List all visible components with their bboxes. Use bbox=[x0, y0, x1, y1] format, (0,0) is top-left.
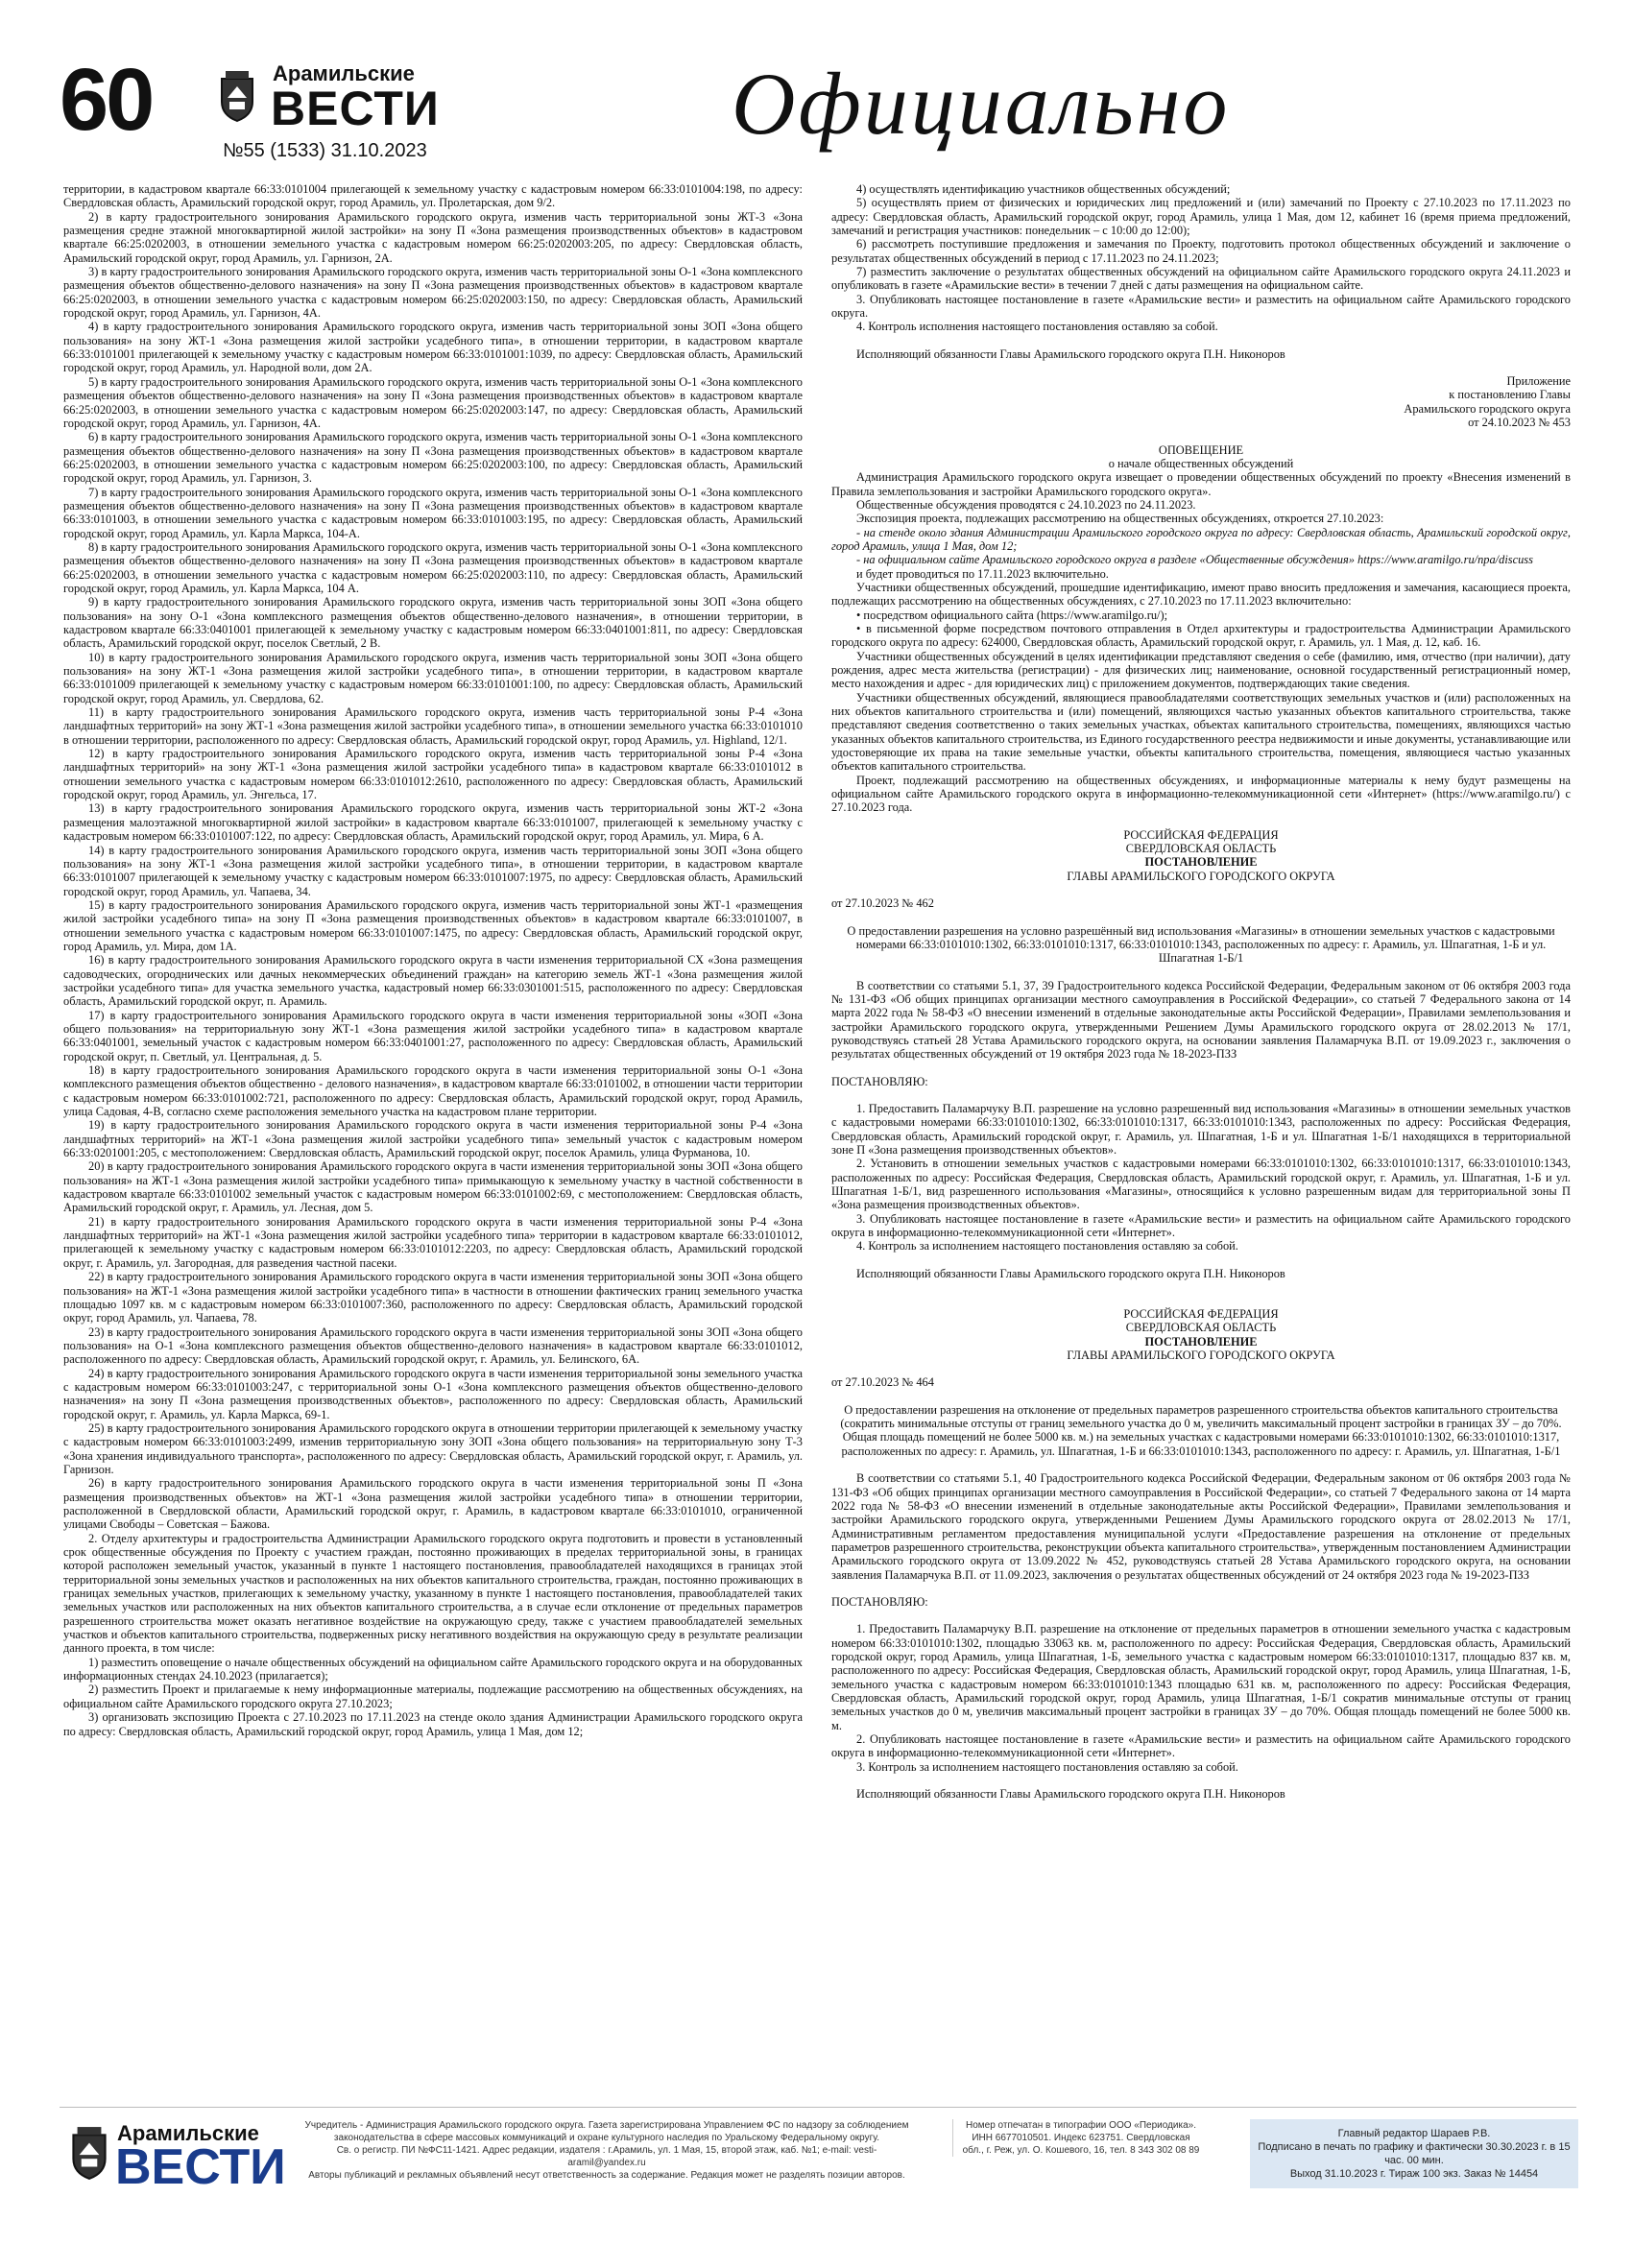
decree-subject: О предоставлении разрешения на отклонение от предельных параметров разрешенного строительства объектов капитального строительства (сократить минимальные отступы от границ земельного участка до 0 м, увеличить максимальный процент застройки в границах ЗУ – до 70%. Общая площадь помещений не более 5000 кв. м.) на земельных участках с кадастровыми номерами 66:33:0101010:1302, 66:33:0101010:1317, расположенных по адресу: г. Арамиль, ул. Шпагатная, 1-Б и 66:33:0101010:1343, расположенного по адресу: г. Арамиль, ул. Шпагатная, 1-Б/1 bbox=[840, 1402, 1562, 1458]
footer-editor: Главный редактор Шараев Р.В. bbox=[1337, 2128, 1491, 2139]
brand-title: ВЕСТИ bbox=[271, 82, 440, 135]
brand-small: Арамильские bbox=[273, 61, 415, 85]
page-number: 60 bbox=[60, 51, 153, 149]
paragraph: 4. Контроль исполнения настоящего постановления оставляю за собой. bbox=[856, 320, 1218, 334]
coat-of-arms-icon bbox=[69, 2125, 109, 2181]
decree-head: ГЛАВЫ АРАМИЛЬСКОГО ГОРОДСКОГО ОКРУГА bbox=[1067, 869, 1335, 883]
right-column bbox=[831, 182, 1571, 2088]
paragraph: 2) в карту градостроительного зонирования Арамильского городского округа, изменив часть территориальной зоны ЖТ-3 «Зона размещения средне этажной многоквартирной жилой застройки» на зону П «Зона размещения производственных объектов» в кадастровом квартале 66:25:0202003, в отношении земельного участка с кадастровым номером 66:25:0202003:205, по адресу: Свердловская область, Арамильский городской округ, город Арамиль, ул. Гарнизон, 2А. bbox=[63, 209, 803, 265]
resolve-label: ПОСТАНОВЛЯЮ: bbox=[831, 1594, 928, 1609]
decree-subject: О предоставлении разрешения на условно разрешённый вид использования «Магазины» в отношении земельных участков с кадастровыми номерами 66:33:0101010:1302, 66:33:0101010:1317, 66:33:0101010:1343, расположенных по адресу: г. Арамиль, ул. Шпагатная, 1-Б и ул. Шпагатная 1-Б/1 bbox=[847, 923, 1555, 966]
paragraph: территории, в кадастровом квартале 66:33:0101004 прилегающей к земельному участку с кадастровым номером 66:33:0101004:198, по адресу: Свердловская область, Арамильский городской округ, город Арамиль, ул. Пролетарская, дом 9/2. bbox=[63, 182, 803, 210]
paragraph: 26) в карту градостроительного зонирования Арамильского городского округа в части изменения территориальной зоны П «Зона размещения производственных объектов» на ЖТ-1 «Зона размещения жилой застройки усадебного типа» в отношении территории, расположенной в Свердловской области, Арамильский городской округ, г. Арамиль, в кадастровом квартале 66:33:0101010, ограниченной улицами Свободы – Советская – Бажова. bbox=[63, 1476, 803, 1532]
decree-head: ПОСТАНОВЛЕНИЕ bbox=[1144, 855, 1258, 870]
notice-title: ОПОВЕЩЕНИЕ bbox=[1158, 442, 1244, 457]
paragraph: 2. Отделу архитектуры и градостроительства Администрации Арамильского городского округа подготовить и провести в установленный срок общественные обсуждения по Проекту с участием граждан, постоянно проживающих в пределах территориальной зоны, в границах которой расположен земельный участок, указанный в пункте 1 настоящего постановления, правообладателей находящихся в границах этой территориальной зоны земельных участков и расположенных на них объектов капитального строительства, граждан, постоянно проживающих в границах земельных участков, прилегающих к земельному участку, указанному в пункте 1 настоящего постановления, правообладателей таких земельных участков или расположенных на них объектов капитального строительства, а в случае если отклонение от предельных параметров разрешенного строительства может оказать негативное воздействие на окружающую среду, также с участием правообладателей земельных участков и объектов капитального строительства, подверженных риску негативного воздействия на окружающую среду в результате реализации данного проекта, в том числе: bbox=[63, 1531, 803, 1656]
paragraph: Экспозиция проекта, подлежащих рассмотрению на общественных обсуждениях, откроется 27.10.2023: bbox=[856, 512, 1384, 526]
paragraph: 5) осуществлять прием от физических и юридических лиц предложений и (или) замечаний по Проекту с 27.10.2023 по 17.11.2023 по адресу: Свердловская область, Арамильский городской округ, город Арамиль, улица 1 Мая, дом 12, кабинет 16 (время приема предложений, замечаний и регистрация участников: понедельник – с 10:00 до 12:00); bbox=[831, 196, 1571, 238]
paragraph: 14) в карту градостроительного зонирования Арамильского городского округа, изменив часть территориальной зоны ЗОП «Зона общего пользования» на зону ЖТ-1 «Зона размещения жилой застройки усадебного типа», в отношении территории, в кадастровом квартале 66:33:0101007 прилегающей к земельному участку с кадастровым номером 66:33:0101007:1975, по адресу: Свердловская область, Арамильский городской округ, город Арамиль, ул. Чапаева, 34. bbox=[63, 843, 803, 898]
issue-number: №55 (1533) 31.10.2023 bbox=[223, 140, 427, 161]
paragraph: - на официальном сайте Арамильского городского округа в разделе «Общественные обсуждения» https://www.aramilgo.ru/npa/discuss bbox=[856, 553, 1533, 567]
paragraph: Проект, подлежащий рассмотрению на общественных обсуждениях, и информационные материалы к нему будут размещены на официальном сайте Арамильского городского округа в информационно-телекоммуникационной сети «Интернет» (https://www.aramilgo.ru/) с 27.10.2023 года. bbox=[831, 773, 1571, 815]
paragraph: 22) в карту градостроительного зонирования Арамильского городского округа в части изменения территориальной зоны ЗОП «Зона общего пользования» на ЖТ-1 «Зона размещения жилой застройки усадебного типа» в частности в отношении фактических границ земельного участка площадью 1097 кв. м с кадастровым номером 66:33:0101007:360, расположенного по адресу: Свердловская область, Арамильский городской округ, город Арамиль, ул. Чапаева, 78. bbox=[63, 1270, 803, 1325]
appendix-line: Арамильского городского округа bbox=[1404, 401, 1571, 416]
paragraph: 6) рассмотреть поступившие предложения и замечания по Проекту, подготовить протокол общественных обсуждений и заключение о результатах общественных обсуждений в период с 17.11.2023 по 24.11.2023; bbox=[831, 237, 1571, 265]
resolve-label: ПОСТАНОВЛЯЮ: bbox=[831, 1074, 928, 1088]
coat-of-arms-icon bbox=[218, 69, 256, 123]
page-header bbox=[60, 51, 1596, 171]
appendix-line: Приложение bbox=[1506, 374, 1571, 389]
paragraph: В соответствии со статьями 5.1, 37, 39 Градостроительного кодекса Российской Федерации, Федеральным законом от 06 октября 2003 года № 131-ФЗ «Об общих принципах организации местного самоуправления в Российской Федерации», со статьей 7 Федерального закона от 14 марта 2022 года № 58-ФЗ «О внесении изменений в отдельные законодательные акты Российской Федерации», Правилами землепользования и застройки Арамильского городского округа, утвержденными Решением Думы Арамильского городского округа от 28.02.2013 № 17/1, руководствуясь статьей 28 Устава Арамильского городского округа, на основании заявления Паламарчука В.П. от 19.09.2023 г., заключения о результатах общественных обсуждений от 19 октября 2023 года № 18-2023-ПЗЗ bbox=[831, 978, 1571, 1062]
paragraph: - на стенде около здания Администрации Арамильского городского округа по адресу: Свердловская область, Арамильский городской округ, город Арамиль, улица 1 Мая, дом 12; bbox=[831, 525, 1571, 553]
paragraph: 4. Контроль за исполнением настоящего постановления оставляю за собой. bbox=[856, 1239, 1238, 1253]
page-footer bbox=[60, 2107, 1576, 2204]
paragraph: 1) разместить оповещение о начале общественных обсуждений на официальном сайте Арамильского городского округа и на оборудованных информационных стендах 24.10.2023 (прилагается); bbox=[63, 1655, 803, 1683]
footer-circulation: Выход 31.10.2023 г. Тираж 100 экз. Заказ № 14454 bbox=[1289, 2168, 1539, 2180]
paragraph: 21) в карту градостроительного зонирования Арамильского городского округа в части изменения территориальной зоны Р-4 «Зона ландшафтных территорий» на ЖТ-1 «Зона размещения жилой застройки усадебного типа» территории в кадастровом квартале 66:33:0101012, прилегающей к земельному участку с кадастровым номером 66:33:0101012:2203, по адресу: Свердловская область, Арамильский городской округ, г. Арамиль, ул. Загородная, для разведения частной пасеки. bbox=[63, 1214, 803, 1270]
signature: Исполняющий обязанности Главы Арамильского городского округа П.Н. Никоноров bbox=[856, 1787, 1285, 1802]
paragraph: 11) в карту градостроительного зонирования Арамильского городского округа, изменив часть территориальной зоны Р-4 «Зона ландшафтных территорий» на зону ЖТ-1 «Зона размещения жилой застройки усадебного типа», в отношении земельного участка 66:33:0101010 в отношении территории, расположенного по адресу: Свердловская область, Арамильский городской округ, город Арамиль, ул. Highland, 12/1. bbox=[63, 705, 803, 747]
footer-imprint bbox=[300, 2119, 914, 2182]
paragraph: Участники общественных обсуждений в целях идентификации представляют сведения о себе (фамилию, имя, отчество (при наличии), дату рождения, адрес места жительства (регистрации) - для физических лиц; наименование, основной государственный регистрационный номер, место нахождения и адрес - для юридических лиц) с приложением документов, подтверждающих такие сведения. bbox=[831, 649, 1571, 691]
decree-date: от 27.10.2023 № 464 bbox=[831, 1375, 934, 1390]
paragraph: 25) в карту градостроительного зонирования Арамильского городского округа в отношении территории прилегающей к земельному участку с кадастровым номером 66:33:0101003:2499, изменив территориальную зону ЗОП «Зона общего пользования» на территориальную зону Т-3 «Зона хранения индивидуального транспорта», расположенного по адресу: Свердловская область, Арамильский городской округ, г. Арамиль, ул. Гарнизон. bbox=[63, 1420, 803, 1476]
paragraph: Участники общественных обсуждений, прошедшие идентификацию, имеют право вносить предложения и замечания, касающиеся проекта, подлежащих рассмотрению на общественных обсуждениях, с 27.10.2023 по 17.11.2023 включительно: bbox=[831, 580, 1571, 609]
paragraph: 8) в карту градостроительного зонирования Арамильского городского округа, изменив часть территориальной зоны О-1 «Зона комплексного размещения объектов общественно-делового назначения» на зону П «Зона размещения производственных объектов» в кадастровом квартале 66:25:0202003, в отношении земельного участка с кадастровым номером 66:25:0202003:110, по адресу: Свердловская область, Арамильский городской округ, город Арамиль, ул. Карла Маркса, 104 А. bbox=[63, 539, 803, 595]
paragraph: 23) в карту градостроительного зонирования Арамильского городского округа в части изменения территориальной зоны ЗОП «Зона общего пользования» на О-1 «Зона комплексного размещения объектов общественно-делового назначения» в кадастровом квартале 66:33:0101012, расположенного по адресу: Свердловская область, Арамильский городской округ, г. Арамиль, ул. Белинского, 6А. bbox=[63, 1325, 803, 1367]
appendix-line: к постановлению Главы bbox=[1449, 388, 1571, 402]
paragraph: 20) в карту градостроительного зонирования Арамильского городского округа в части изменения территориальной зоны ЗОП «Зона общего пользования» на ЖТ-1 «Зона размещения жилой застройки усадебного типа» примыкающую к земельному участку в частной собственности в кадастровом квартале 66:33:0101002 земельный участок с кадастровым номером 66:33:0101002:69, с местоположением: Свердловская область, Арамильский городской округ, г. Арамиль, ул. Лесная, дом 5. bbox=[63, 1159, 803, 1215]
paragraph: 19) в карту градостроительного зонирования Арамильского городского округа в части изменения территориальной зоны Р-4 «Зона ландшафтных территорий» на ЖТ-1 «Зона размещения жилой застройки усадебного типа» земельный участок с кадастровым номером 66:33:0201001:205, с местоположением: Свердловская область, Арамильский городской округ, поселок Арамиль, улица Фурманова, 10. bbox=[63, 1118, 803, 1160]
paragraph: 2) разместить Проект и прилагаемые к нему информационные материалы, подлежащие рассмотрению на общественных обсуждениях, на официальном сайте Арамильского городского округа 27.10.2023; bbox=[63, 1683, 803, 1710]
paragraph: 4) осуществлять идентификацию участников общественных обсуждений; bbox=[856, 182, 1231, 196]
paragraph: 24) в карту градостроительного зонирования Арамильского городского округа в части изменения территориальной зоны земельного участка с кадастровым номером 66:33:0101003:247, с территориальной зоны О-1 «Зона комплексного размещения объектов общественно-делового назначения» на зону П «Зона размещения производственных объектов», расположенного по адресу: Свердловская область, Арамильский городской округ, г. Арамиль, ул. Карла Маркса, 69-1. bbox=[63, 1366, 803, 1421]
paragraph: Администрация Арамильского городского округа извещает о проведении общественных обсуждений по проекту «Внесения изменений в Правила землепользования и застройки Арамильского городского округа». bbox=[831, 470, 1571, 498]
footer-editor-box bbox=[1250, 2119, 1578, 2188]
paragraph: 7) в карту градостроительного зонирования Арамильского городского округа, изменив часть территориальной зоны О-1 «Зона комплексного размещения объектов общественно-делового назначения» на зону П «Зона размещения производственных объектов» в кадастровом квартале 66:33:0101003, в отношении земельного участка с кадастровым номером 66:33:0101003:195, по адресу: Свердловская область, Арамильский городской округ, город Арамиль, ул. Карла Маркса, 104-А. bbox=[63, 485, 803, 540]
paragraph: 3. Опубликовать настоящее постановление в газете «Арамильские вести» и разместить на официальном сайте Арамильского городского округа. bbox=[831, 292, 1571, 321]
footer-registration: Св. о регистр. ПИ №ФС11-1421. Адрес редакции, издателя : г.Арамиль, ул. 1 Мая, 15, второй этаж, каб. №1; e-mail: vesti-aramil@yandex.ru bbox=[336, 2145, 877, 2168]
decree-head: СВЕРДЛОВСКАЯ ОБЛАСТЬ bbox=[1125, 1321, 1277, 1335]
paragraph: 15) в карту градостроительного зонирования Арамильского городского округа, изменив часть территориальной зоны ЖТ-1 «размещения жилой застройки усадебного типа» на зону П «Зона размещения производственных объектов» в кадастровом квартале 66:33:0101007, в отношении земельного участка с кадастровым номером 66:33:0101007:1475, по адресу: Свердловская область, Арамильский городской округ, город Арамиль, ул. Мира, дом 1А. bbox=[63, 897, 803, 953]
decree-date: от 27.10.2023 № 462 bbox=[831, 896, 934, 911]
decree-head: ГЛАВЫ АРАМИЛЬСКОГО ГОРОДСКОГО ОКРУГА bbox=[1067, 1349, 1335, 1363]
paragraph: 3) организовать экспозицию Проекта с 27.10.2023 по 17.11.2023 на стенде около здания Администрации Арамильского городского округа по адресу: Свердловская область, Арамильский городской округ, город Арамиль, улица 1 Мая, дом 12; bbox=[63, 1710, 803, 1738]
footer-signed: Подписано в печать по графику и фактически 30.30.2023 г. в 15 час. 00 мин. bbox=[1258, 2141, 1571, 2166]
paragraph: 2. Опубликовать настоящее постановление в газете «Арамильские вести» и разместить на официальном сайте Арамильского городского округа в информационно-телекоммуникационной сети «Интернет». bbox=[831, 1732, 1571, 1760]
paragraph: 16) в карту градостроительного зонирования Арамильского городского округа в части изменения территориальной СХ «Зона размещения садоводческих, огороднических или дачных некоммерческих объединений граждан» на категорию земель ЖТ-1 «Зона размещения жилой застройки усадебного типа» для участка земельного участка, кадастровый номер 66:33:0301001:515, расположенного по адресу: Свердловская область, Арамильский городской округ, п. Арамиль. bbox=[63, 953, 803, 1009]
paragraph: 18) в карту градостроительного зонирования Арамильского городского округа в части изменения территориальной зоны О-1 «Зона комплексного размещения объектов общественно - делового назначения», в кадастровом квартале 66:33:0101002, в отношении части территории с кадастровым номером 66:33:0101002:721, расположенного по адресу: Свердловская область, Арамильский городской округ, город Арамиль, улица Садовая, 4-В, согласно схеме расположения земельного участка на кадастровом плане территории. bbox=[63, 1063, 803, 1119]
paragraph: 6) в карту градостроительного зонирования Арамильского городского округа, изменив часть территориальной зоны О-1 «Зона комплексного размещения объектов общественно-делового назначения» на зону П «Зона размещения производственных объектов» в кадастровом квартале 66:25:0202003, в отношении земельного участка с кадастровым номером 66:25:0202003:100, по адресу: Свердловская область, Арамильский городской округ, город Арамиль, ул. Гарнизон, 3. bbox=[63, 430, 803, 486]
signature: Исполняющий обязанности Главы Арамильского городского округа П.Н. Никоноров bbox=[856, 1266, 1285, 1280]
footer-disclaimer: Авторы публикаций и рекламных объявлений несут ответственность за содержание. Редакция может не разделять позиции авторов. bbox=[308, 2170, 905, 2181]
paragraph: 10) в карту градостроительного зонирования Арамильского городского округа, изменив часть территориальной зоны ЗОП «Зона общего пользования» на зону ЖТ-1 «Зона размещения жилой застройки усадебного типа», в отношении территории, в кадастровом квартале 66:33:0101009 прилегающей к земельному участку с кадастровым номером 66:33:0101001:100, по адресу: Свердловская область, Арамильский городской округ, город Арамиль, ул. Свердлова, 62. bbox=[63, 650, 803, 705]
paragraph: 1. Предоставить Паламарчуку В.П. разрешение на отклонение от предельных параметров в отношении земельного участка с кадастровым номером 66:33:0101010:1302, площадью 33063 кв. м, расположенного по адресу: Российская Федерация, Свердловская область, Арамильский городской округ, город Арамиль, улица Шпагатная, 1-Б, земельного участка с кадастровым номером 66:33:0101010:1317, площадью 837 кв. м, расположенного по адресу: Российская Федерация, Свердловская область, Арамильский городской округ, город Арамиль, улица Шпагатная, 1-Б, земельного участка с кадастровым номером 66:33:0101010:1343 площадью 631 кв. м, расположенного по адресу: Российская Федерация, Свердловская область, Арамильский городской округ, город Арамиль, улица Шпагатная, 1-Б/1 сократив минимальные отступы от границ земельных участков до 0 м, увеличив максимальный процент застройки в границах ЗУ – до 70%. Общая площадь помещений не более 5000 кв. м. bbox=[831, 1622, 1571, 1732]
footer-printing: Номер отпечатан в типографии ООО «Периодика». ИНН 6677010501. Индекс 623751. Свердловская обл., г. Реж, ул. О. Кошевого, 16, тел. 8 343 302 08 89 bbox=[952, 2119, 1201, 2157]
paragraph: 3) в карту градостроительного зонирования Арамильского городского округа, изменив часть территориальной зоны О-1 «Зона комплексного размещения объектов общественно-делового назначения» на зону П «Зона размещения производственных объектов» в кадастровом квартале 66:25:0202003, в отношении земельного участка с кадастровым номером 66:25:0202003:150, по адресу: Свердловская область, Арамильский городской округ, город Арамиль, ул. Гарнизон, 4А. bbox=[63, 265, 803, 321]
paragraph: 3. Контроль за исполнением настоящего постановления оставляю за собой. bbox=[856, 1759, 1238, 1774]
decree-head: СВЕРДЛОВСКАЯ ОБЛАСТЬ bbox=[1125, 842, 1277, 856]
notice-subtitle: о начале общественных обсуждений bbox=[1108, 456, 1294, 470]
signature: Исполняющий обязанности Главы Арамильского городского округа П.Н. Никоноров bbox=[856, 346, 1285, 361]
decree-head: РОССИЙСКАЯ ФЕДЕРАЦИЯ bbox=[1123, 827, 1279, 842]
footer-founder: Учредитель - Администрация Арамильского городского округа. Газета зарегистрирована Управлением ФС по надзору за соблюдением законодательства в сфере массовых коммуникаций и охране культурного наследия по Уральскому Федеральному округу. bbox=[304, 2120, 909, 2143]
paragraph: 7) разместить заключение о результатах общественных обсуждений на официальном сайте Арамильского городского округа 24.11.2023 и опубликовать в газете «Арамильские вести» в течении 7 дней с даты размещения на официальном сайте. bbox=[831, 265, 1571, 293]
paragraph: 12) в карту градостроительного зонирования Арамильского городского округа, изменив часть территориальной зоны Р-4 «Зона ландшафтных территорий» на зону ЖТ-1 «Зона размещения жилой застройки усадебного типа» в кадастровом квартале 66:33:0101012 в отношении земельного участка с кадастровым номером 66:33:0101012:2610, расположенного по адресу: Свердловская область, Арамильский городской округ, город Арамиль, ул. Энгельса, 17. bbox=[63, 747, 803, 802]
paragraph: 4) в карту градостроительного зонирования Арамильского городского округа, изменив часть территориальной зоны ЗОП «Зона общего пользования» на зону ЖТ-1 «Зона размещения жилой застройки усадебного типа», в отношении территории, в кадастровом квартале 66:33:0101001 прилегающей к земельному участку с кадастровым номером 66:33:0101001:1039, по адресу: Свердловская область, Арамильский городской округ, город Арамиль, ул. Народной воли, дом 2А. bbox=[63, 320, 803, 375]
footer-brand-title: ВЕСТИ bbox=[115, 2139, 286, 2195]
left-column bbox=[63, 182, 803, 2088]
paragraph: • посредством официального сайта (https://www.aramilgo.ru/); bbox=[856, 608, 1168, 622]
paragraph: 17) в карту градостроительного зонирования Арамильского городского округа в части изменения территориальной зоны «ЗОП «Зона общего пользования» на территориальную зону ЖТ-1 «Зона размещения жилой застройки усадебного типа» в кадастровом квартале 66:33:0401001, земельный участок с кадастровым номером 66:33:0401001:27, расположенного по адресу: Свердловская область, Арамильский городской округ, п. Светлый, ул. Центральная, д. 5. bbox=[63, 1008, 803, 1063]
paragraph: В соответствии со статьями 5.1, 40 Градостроительного кодекса Российской Федерации, Федеральным законом от 06 октября 2003 года № 131-ФЗ «Об общих принципах организации местного самоуправления в Российской Федерации», со статьей 7 Федерального закона от 14 марта 2022 года № 58-ФЗ «О внесении изменений в отдельные законодательные акты Российской Федерации», Правилами землепользования и застройки Арамильского городского округа, утвержденными Решением Думы Арамильского городского округа от 28.02.2013 № 17/1, Административным регламентом предоставления муниципальной услуги «Предоставление разрешения на отклонение от предельных параметров разрешенного строительства, реконструкции объекта капитального строительства», утвержденным постановлением Администрации Арамильского городского округа от 13.09.2022 № 452, руководствуясь статьей 28 Устава Арамильского городского округа, на основании заявления Паламарчука В.П. от 11.09.2023, заключения о результатах общественных обсуждений от 24 октября 2023 года № 19-2023-ПЗЗ bbox=[831, 1471, 1571, 1582]
paragraph: 2. Установить в отношении земельных участков с кадастровыми номерами 66:33:0101010:1302, 66:33:0101010:1317, 66:33:0101010:1343, расположенных по адресу: Российская Федерация, Свердловская область, Арамильский городской округ, г. Арамиль, ул. Шпагатная, 1-Б и ул. Шпагатная 1-Б/1, вид разрешенного использования «Магазины», относящийся к условно разрешенным видам для территориальной зоны П «Зона размещения производственных объектов». bbox=[831, 1157, 1571, 1212]
paragraph: Участники общественных обсуждений, являющиеся правообладателями соответствующих земельных участков и (или) расположенных на них объектов капитального строительства и (или) помещений, являющихся частью указанных объектов капитального строительства, также представляют сведения соответственно о таких земельных участках, объектах капитального строительства, помещениях, являющихся частью указанных объектов капитального строительства, из Единого государственного реестра недвижимости и иные документы, устанавливающие или удостоверяющие их права на такие земельные участки, объекты капитального строительства, помещения, являющиеся частью указанных объектов капитального строительства. bbox=[831, 690, 1571, 774]
paragraph: 9) в карту градостроительного зонирования Арамильского городского округа, изменив часть территориальной зоны ЗОП «Зона общего пользования» на зону О-1 «Зона комплексного размещения объектов общественно-делового назначения», в отношении территории, в кадастровом квартале 66:33:0401001 прилегающей к земельному участку с кадастровым номером 66:33:0401001:811, по адресу: Свердловская область, Арамильский городской округ, поселок Светлый, 2 В. bbox=[63, 595, 803, 651]
appendix-line: от 24.10.2023 № 453 bbox=[1468, 416, 1571, 430]
paragraph: Общественные обсуждения проводятся с 24.10.2023 по 24.11.2023. bbox=[856, 497, 1196, 512]
paragraph: 1. Предоставить Паламарчуку В.П. разрешение на условно разрешенный вид использования «Магазины» в отношении земельных участков с кадастровыми номерами 66:33:0101010:1302, 66:33:0101010:1317, 66:33:0101010:1343, расположенных по адресу: Российская Федерация, Свердловская область, Арамильский городской округ, г. Арамиль, ул. Шпагатная, 1-Б и ул. Шпагатная 1-Б/1 находящихся в территориальной зоне П «Зона размещения производственных объектов». bbox=[831, 1101, 1571, 1157]
paragraph: 3. Опубликовать настоящее постановление в газете «Арамильские вести» и разместить на официальном сайте Арамильского городского округа в информационно-телекоммуникационной сети «Интернет». bbox=[831, 1211, 1571, 1240]
decree-head: ПОСТАНОВЛЕНИЕ bbox=[1144, 1334, 1258, 1349]
paragraph: и будет проводиться по 17.11.2023 включительно. bbox=[856, 566, 1109, 581]
footer-brand-small: Арамильские bbox=[117, 2121, 259, 2145]
section-title: Официально bbox=[732, 55, 1231, 153]
paragraph: • в письменной форме посредством почтового отправления в Отдел архитектуры и градостроительства Администрации Арамильского городского округа по адресу: 624000, Свердловская область, Арамильский городской округ, г. Арамиль, ул. 1 Мая, д. 12, каб. 16. bbox=[831, 621, 1571, 650]
decree-head: РОССИЙСКАЯ ФЕДЕРАЦИЯ bbox=[1123, 1307, 1279, 1322]
paragraph: 5) в карту градостроительного зонирования Арамильского городского округа, изменив часть территориальной зоны О-1 «Зона комплексного размещения объектов общественно-делового назначения» на зону П «Зона размещения производственных объектов» в кадастровом квартале 66:25:0202003, в отношении земельного участка с кадастровым номером 66:25:0202003:147, по адресу: Свердловская область, Арамильский городской округ, город Арамиль, ул. Гарнизон, 4А. bbox=[63, 374, 803, 430]
paragraph: 13) в карту градостроительного зонирования Арамильского городского округа, изменив часть территориальной зоны ЖТ-2 «Зона размещения малоэтажной многоквартирной жилой застройки» в кадастровом квартале 66:33:0101007, прилегающей к земельному участку с кадастровым номером 66:33:0101007:122, по адресу: Свердловская область, Арамильский городской округ, город Арамиль, ул. Мира, 6 А. bbox=[63, 801, 803, 844]
